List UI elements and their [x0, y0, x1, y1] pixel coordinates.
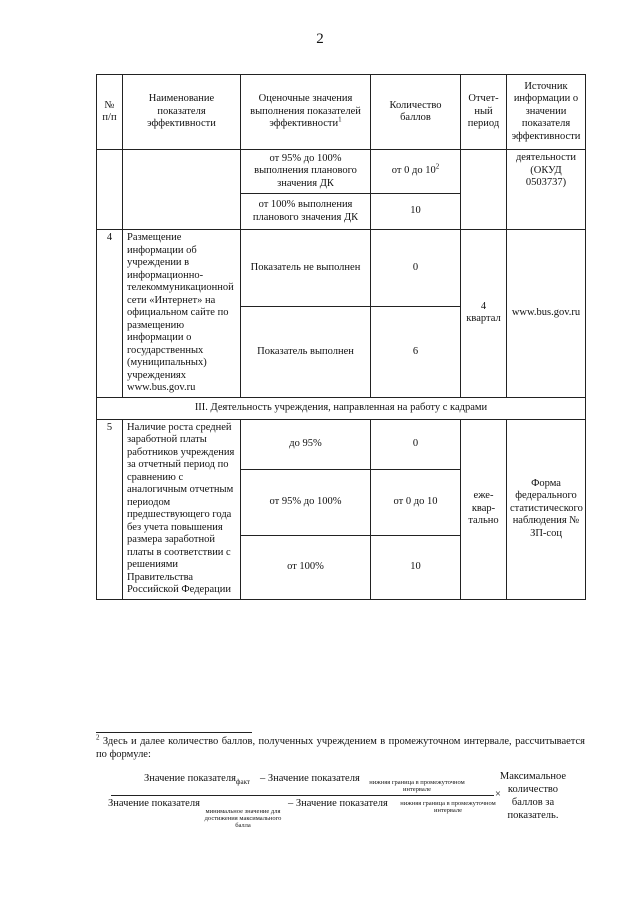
cell-value: Показатель выполнен: [241, 307, 371, 397]
cell-points: 0: [371, 230, 461, 307]
table-row: [97, 150, 586, 194]
cell-points: 10: [371, 194, 461, 230]
formula-num-b-sub: нижняя граница в промежуточном интервале: [369, 779, 465, 793]
header-source: Источник информации о значении показателя эффективности: [507, 75, 586, 150]
section-row: [97, 397, 586, 419]
efficiency-table: [96, 74, 586, 600]
cell-points: от 0 до 10: [371, 469, 461, 535]
cell-value: от 95% до 100%: [241, 469, 371, 535]
cell-value: от 100% выполнения планового значения ДК: [241, 194, 371, 230]
formula-den-a: Значение показателя: [108, 798, 200, 809]
formula-den-a-sub: минимальное значение для достижения максимального балла: [204, 808, 282, 829]
formula-right: Максимальное количество баллов за показатель.: [499, 771, 567, 821]
header-period: Отчет-ный период: [461, 75, 507, 150]
formula-times: ×: [495, 789, 501, 800]
fraction-bar: [111, 795, 494, 796]
table-header-row: [97, 75, 586, 150]
cell-source: www.bus.gov.ru: [507, 230, 586, 398]
cell-source: деятельности (ОКУД 0503737): [507, 150, 586, 230]
cell-num: 4: [97, 230, 123, 398]
footnote: $^2$ Здесь и далее количество баллов, полученных учреждением в промежуточном интервале, рассчитывается по формуле:: [96, 733, 585, 760]
footnote-divider: [96, 732, 252, 733]
formula-den-b: – Значение показателя: [288, 798, 388, 809]
cell-name: Размещение информации об учреждении в информационно-телекоммуникационной сети «Интернет» на официальном сайте по размещению информации о государственных (муниципальных) учреждениях www.bus.gov.ru: [123, 230, 241, 398]
cell-value: от 95% до 100% выполнения планового значения ДК: [241, 150, 371, 194]
header-points: Количество баллов: [371, 75, 461, 150]
cell-value: Показатель не выполнен: [241, 230, 371, 307]
table-row: [97, 419, 586, 469]
cell-name: Наличие роста средней заработной платы работников учреждения за отчетный период по сравнению с аналогичным отчетным периодом предшествующего года без учета повышения размера заработной платы в соответствии с решениями Правительства Российской Федерации: [123, 419, 241, 599]
section-title: III. Деятельность учреждения, направленная на работу с кадрами: [97, 397, 586, 419]
cell-points: 0: [371, 419, 461, 469]
page-number: 2: [316, 31, 324, 47]
formula-num-b: – Значение показателя: [260, 773, 360, 784]
cell-value: от 100%: [241, 535, 371, 599]
header-values: Оценочные значения выполнения показателей эффективности$^1$: [241, 75, 371, 150]
cell-points: от 0 до $10^2$: [371, 150, 461, 194]
cell-num: 5: [97, 419, 123, 599]
header-name: Наименование показателя эффективности: [123, 75, 241, 150]
cell-source: Форма федерального статистического наблюдения № ЗП-соц: [507, 419, 586, 599]
table-row: [97, 230, 586, 307]
formula-den-b-sub: нижняя граница в промежуточном интервале: [400, 800, 496, 814]
cell-period: еже-квар-тально: [461, 419, 507, 599]
cell-value: до 95%: [241, 419, 371, 469]
formula: [96, 766, 585, 836]
cell-points: 10: [371, 535, 461, 599]
cell-period: 4 квартал: [461, 230, 507, 398]
header-num: № п/п: [97, 75, 123, 150]
formula-num-a: Значение показателя$_{факт}$: [144, 773, 250, 787]
cell-points: 6: [371, 307, 461, 397]
